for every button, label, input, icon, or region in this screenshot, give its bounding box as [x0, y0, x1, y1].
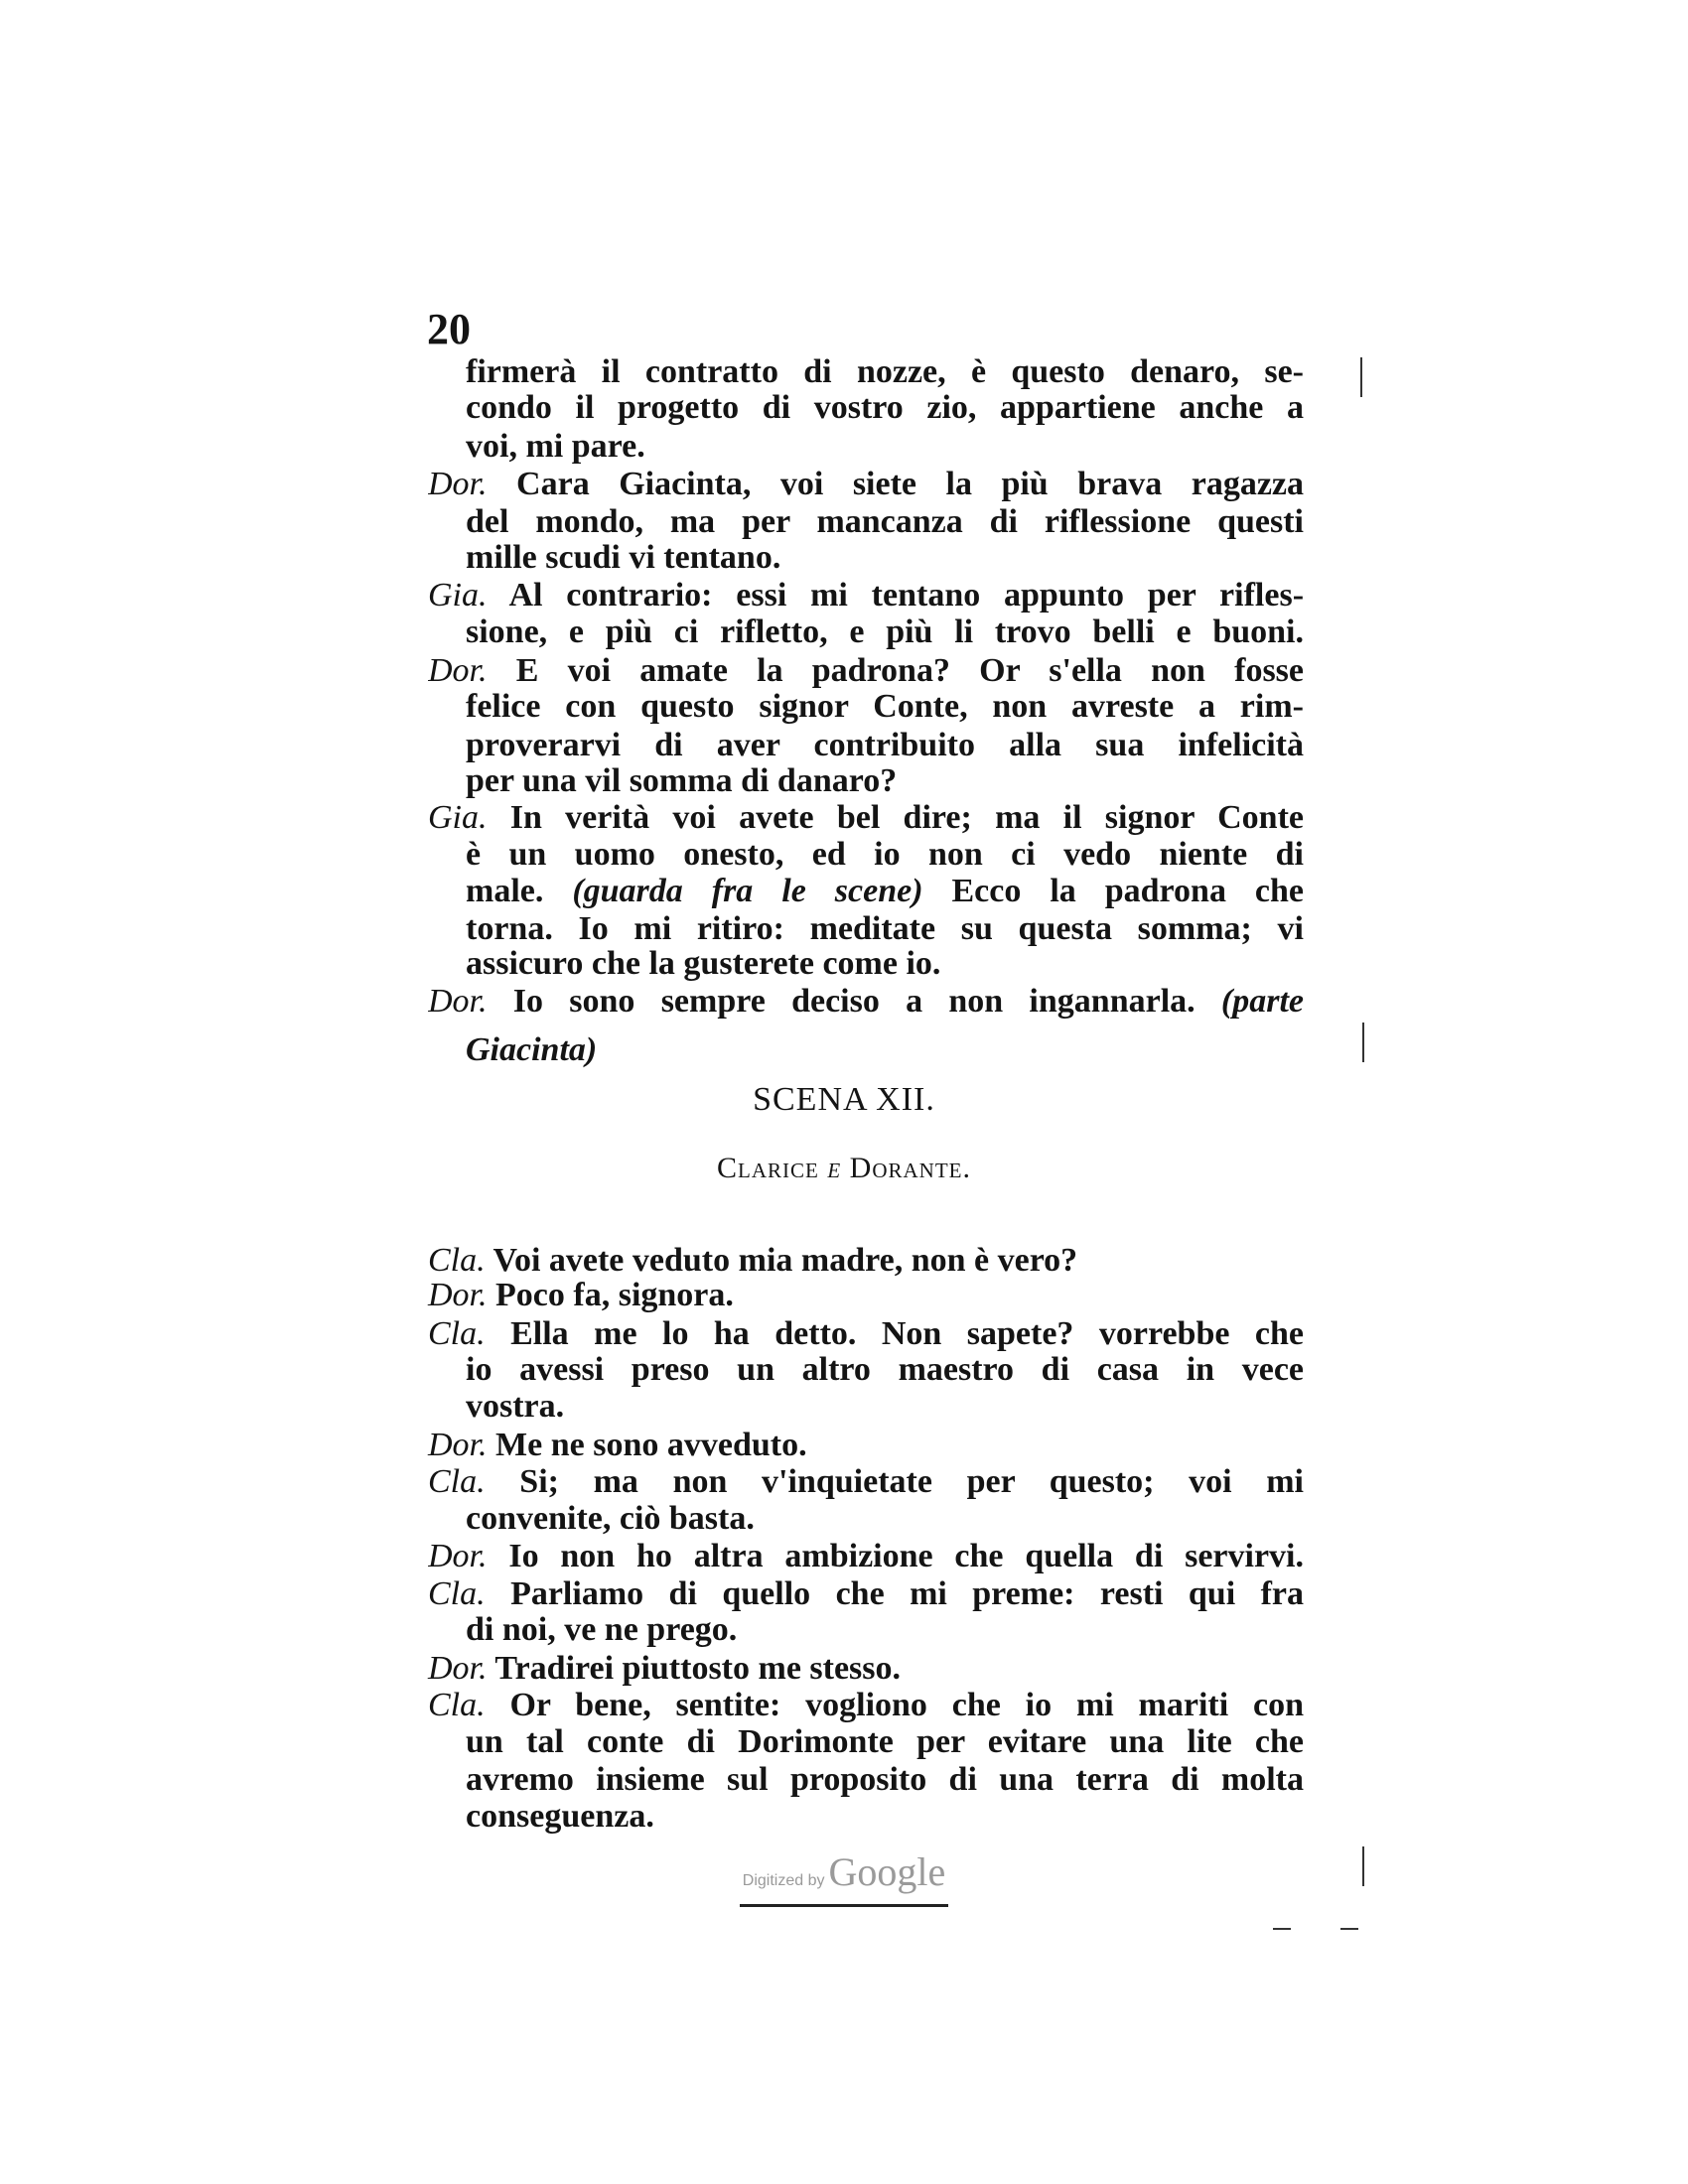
text-line: vostra. — [466, 1388, 565, 1425]
text-line: un tal conte di Dorimonte per evitare una lite che — [466, 1723, 1304, 1760]
speaker-label: Dor. — [428, 1650, 488, 1687]
speaker-label: Cla. — [428, 1242, 486, 1279]
speaker-label: Dor. — [428, 1538, 488, 1574]
text-line: per una vil somma di danaro? — [466, 762, 898, 799]
text: Io non ho altra ambizione che quella di servirvi. — [508, 1538, 1304, 1574]
speaker-label: Dor. — [428, 1427, 488, 1463]
text-line: avremo insieme sul proposito di una terra di molta — [466, 1761, 1304, 1798]
text-line: assicuro che la gusterete come io. — [466, 945, 941, 982]
speech-line — [428, 980, 1304, 1024]
google-watermark — [0, 1848, 1688, 1895]
text: Io sono sempre deciso a non ingannarla. — [512, 983, 1196, 1020]
speaker-label: Cla. — [428, 1687, 486, 1723]
scan-artifact — [1273, 1928, 1291, 1930]
scene-title: SCENA XII. — [753, 1081, 935, 1118]
text-line: voi, mi pare. — [466, 428, 645, 465]
character: Clarice — [717, 1152, 819, 1184]
text-line: firmerà il contratto di nozze, è questo denaro, se- — [466, 353, 1304, 390]
text-line: convenite, ciò basta. — [466, 1500, 755, 1537]
character: Dorante. — [849, 1152, 971, 1184]
speaker-label: Cla. — [428, 1315, 486, 1352]
text-line: è un uomo onesto, ed io non ci vedo niente di — [466, 836, 1304, 873]
text-line: io avessi preso un altro maestro di casa in vece — [466, 1351, 1304, 1388]
characters-line — [0, 1147, 1688, 1190]
text: Cara Giacinta, voi siete la più brava ragazza — [516, 466, 1304, 502]
scan-artifact — [1340, 1928, 1358, 1930]
text: male. — [466, 873, 544, 909]
text-line: felice con questo signor Conte, non avreste a rim- — [466, 688, 1304, 725]
speaker-label: Dor. — [428, 466, 488, 502]
text: Al contrario: essi mi tentano appunto per rifles- — [508, 577, 1304, 614]
text-line: di noi, ve ne prego. — [466, 1611, 738, 1648]
speaker-label: Cla. — [428, 1463, 486, 1500]
speaker-label: Dor. — [428, 983, 488, 1020]
text: Si; ma non v'inquietate per questo; voi mi — [519, 1463, 1304, 1500]
speaker-label: Dor. — [428, 1277, 488, 1313]
text-line: proverarvi di aver contribuito alla sua infelicità — [466, 727, 1304, 763]
text: Ecco la padrona che — [951, 873, 1304, 909]
text: Or bene, sentite: vogliono che io mi mariti con — [509, 1687, 1304, 1723]
scan-artifact — [1360, 357, 1362, 397]
speaker-label: Cla. — [428, 1575, 486, 1612]
text: Tradirei piuttosto me stesso. — [494, 1650, 902, 1687]
text: Parliamo di quello che mi preme: resti qui fra — [510, 1575, 1304, 1612]
text-line: conseguenza. — [466, 1798, 654, 1835]
text-line: del mondo, ma per mancanza di riflessione questi — [466, 503, 1304, 540]
text-line: torna. Io mi ritiro: meditate su questa somma; vi — [466, 910, 1304, 947]
speaker-label: Gia. — [428, 799, 488, 836]
text-line: mille scudi vi tentano. — [466, 539, 781, 576]
page-number: 20 — [427, 305, 471, 353]
text: Voi avete veduto mia madre, non è vero? — [492, 1242, 1078, 1279]
text: Ella me lo ha detto. Non sapete? vorrebbe che — [510, 1315, 1304, 1352]
watermark-prefix: Digitized by — [742, 1872, 825, 1889]
google-logo: Google — [828, 1849, 946, 1894]
scan-artifact — [1362, 1023, 1364, 1062]
conjunction: e — [827, 1152, 842, 1184]
speaker-label: Gia. — [428, 577, 488, 614]
text: Poco fa, signora. — [495, 1277, 734, 1313]
bottom-rule — [740, 1904, 948, 1907]
speaker-label: Dor. — [428, 652, 488, 689]
text: E voi amate la padrona? Or s'ella non fosse — [515, 652, 1304, 689]
stage-direction: Giacinta) — [466, 1031, 598, 1068]
text-line: condo il progetto di vostro zio, appartiene anche a — [466, 389, 1304, 426]
text: In verità voi avete bel dire; ma il signor Conte — [509, 799, 1304, 836]
stage-direction: (guarda fra le scene) — [572, 873, 923, 909]
speech-line — [428, 1274, 1304, 1317]
text: Me ne sono avveduto. — [495, 1427, 807, 1463]
stage-direction: (parte — [1220, 983, 1304, 1020]
scan-artifact — [1362, 1846, 1364, 1886]
text-line: sione, e più ci rifletto, e più li trovo belli e buoni. — [466, 614, 1304, 650]
